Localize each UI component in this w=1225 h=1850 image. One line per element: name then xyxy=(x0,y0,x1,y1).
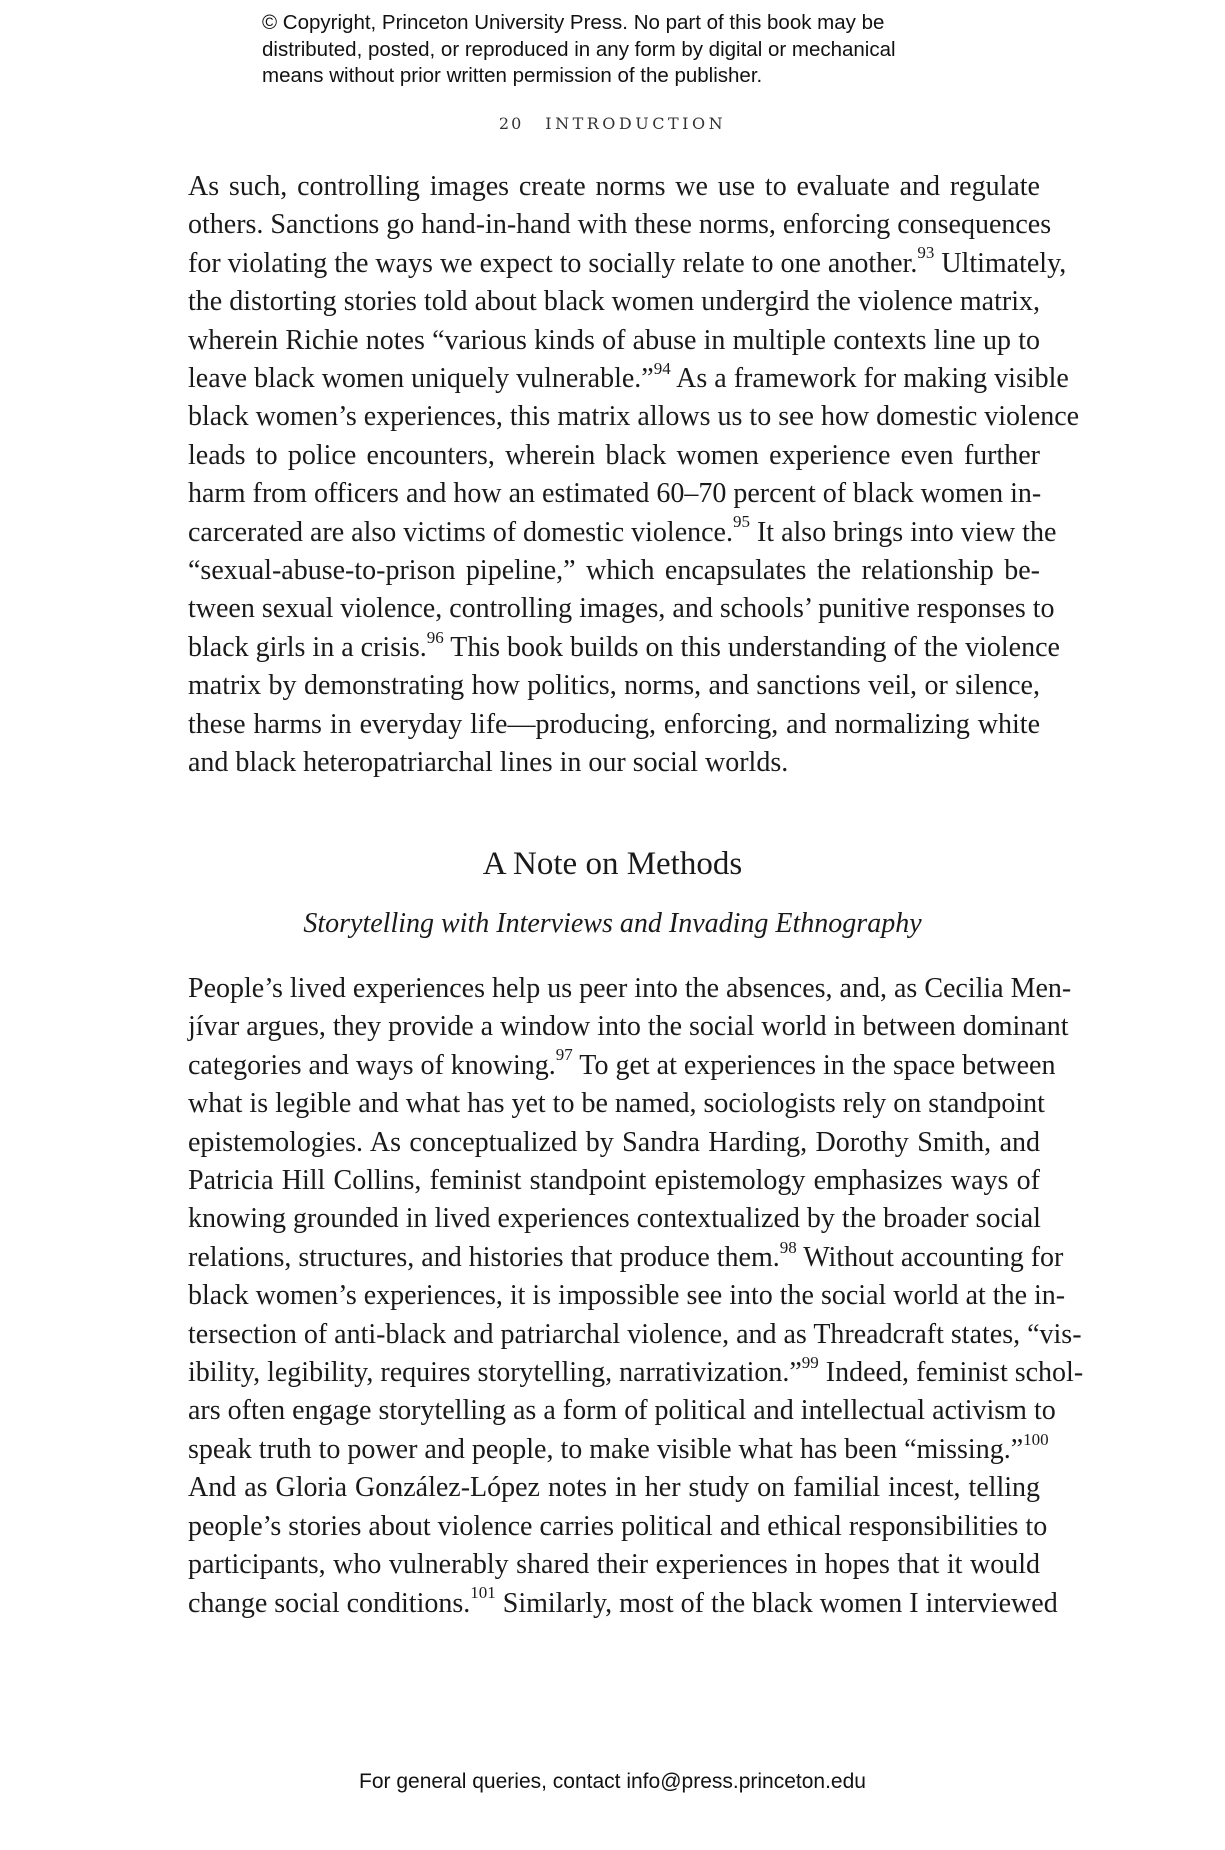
text-line xyxy=(188,512,1057,552)
text-run: speak truth to power and people, to make visible what has been “missing.” xyxy=(188,1433,1024,1465)
paragraph-1 xyxy=(188,168,1080,783)
text-run: Ultimately, xyxy=(934,247,1067,279)
text-line xyxy=(188,627,1060,667)
section-subtitle: Storytelling with Interviews and Invading Ethnography xyxy=(303,908,922,939)
text-run: Similarly, most of the black women I interviewed xyxy=(495,1587,1058,1619)
text-line: Patricia Hill Collins, feminist standpoint epistemology emphasizes ways of xyxy=(188,1165,1040,1197)
text-line: black women’s experiences, it is impossible see into the social world at the in- xyxy=(188,1280,1066,1312)
text-run: This book builds on this understanding of the violence xyxy=(443,631,1060,663)
text-line: knowing grounded in lived experiences contextualized by the broader social xyxy=(188,1203,1041,1235)
text-line xyxy=(188,1045,1056,1085)
text-line: matrix by demonstrating how politics, norms, and sanctions veil, or silence, xyxy=(188,670,1040,702)
text-run: It also brings into view the xyxy=(749,516,1057,548)
text-line: And as Gloria González-López notes in her study on familial incest, telling xyxy=(188,1472,1040,1504)
text-run: for violating the ways we expect to socially relate to one another. xyxy=(188,247,918,279)
text-line xyxy=(188,358,1069,398)
text-run: carcerated are also victims of domestic violence. xyxy=(188,516,733,548)
text-run: Without accounting for xyxy=(796,1241,1064,1273)
text-line xyxy=(188,243,1067,283)
footnote-ref: 101 xyxy=(470,1583,496,1603)
section-title: A Note on Methods xyxy=(482,846,743,882)
text-line: people’s stories about violence carries political and ethical responsibilities to xyxy=(188,1510,1048,1542)
text-line: the distorting stories told about black women undergird the violence matrix, xyxy=(188,286,1040,318)
footnote-ref: 94 xyxy=(653,358,671,378)
running-head-section: INTRODUCTION xyxy=(545,114,727,133)
text-line: tween sexual violence, controlling images, and schools’ punitive responses to xyxy=(188,593,1055,625)
text-line: ars often engage storytelling as a form of political and intellectual activism to xyxy=(188,1395,1056,1427)
text-line xyxy=(188,1429,1049,1469)
text-run: Indeed, feminist schol- xyxy=(818,1357,1084,1389)
text-line: these harms in everyday life—producing, enforcing, and normalizing white xyxy=(188,708,1040,740)
copyright-line: means without prior written permission of the publisher. xyxy=(262,64,763,87)
text-run: black girls in a crisis. xyxy=(188,631,427,663)
text-line: leads to police encounters, wherein black women experience even further xyxy=(188,439,1040,471)
text-line: participants, who vulnerably shared their experiences in hopes that it would xyxy=(188,1549,1040,1581)
footnote-ref: 96 xyxy=(426,627,444,647)
text-run: To get at experiences in the space between xyxy=(572,1049,1056,1081)
footnote-ref: 97 xyxy=(555,1045,573,1065)
text-line: what is legible and what has yet to be named, sociologists rely on standpoint xyxy=(188,1088,1045,1120)
page-number: 20 xyxy=(498,114,524,133)
text-line: tersection of anti-black and patriarchal violence, and as Threadcraft states, “vis- xyxy=(188,1318,1082,1350)
copyright-line: © Copyright, Princeton University Press. No part of this book may be xyxy=(262,11,885,34)
footnote-ref: 93 xyxy=(917,243,935,263)
footnote-ref: 98 xyxy=(779,1237,797,1257)
footnote-ref: 95 xyxy=(732,512,750,532)
text-line: “sexual-abuse-to-prison pipeline,” which encapsulates the relationship be- xyxy=(188,555,1040,587)
text-line: As such, controlling images create norms we use to evaluate and regulate xyxy=(188,171,1040,202)
copyright-notice xyxy=(262,10,1022,90)
text-run: relations, structures, and histories that produce them. xyxy=(188,1241,780,1273)
footnote-ref: 100 xyxy=(1023,1429,1049,1449)
text-line: People’s lived experiences help us peer into the absences, and, as Cecilia Men- xyxy=(188,973,1072,1004)
footnote-ref: 99 xyxy=(801,1352,819,1372)
running-head xyxy=(0,114,1225,133)
text-line xyxy=(188,1352,1084,1392)
copyright-line: distributed, posted, or reproduced in any form by digital or mechanical xyxy=(262,37,896,61)
text-line xyxy=(188,1583,1058,1623)
text-line: wherein Richie notes “various kinds of abuse in multiple contexts line up to xyxy=(188,324,1040,356)
text-line: jívar argues, they provide a window into the social world in between dominant xyxy=(188,1011,1069,1043)
text-run: categories and ways of knowing. xyxy=(188,1049,556,1081)
text-line: harm from officers and how an estimated 60–70 percent of black women in- xyxy=(188,478,1042,510)
footer-contact: For general queries, contact info@press.princeton.edu xyxy=(359,1770,866,1793)
text-line: black women’s experiences, this matrix allows us to see how domestic violence xyxy=(188,401,1080,433)
text-line: epistemologies. As conceptualized by Sandra Harding, Dorothy Smith, and xyxy=(188,1126,1040,1158)
paragraph-2 xyxy=(188,970,1084,1623)
text-run: leave black women uniquely vulnerable.” xyxy=(188,363,654,395)
text-line: others. Sanctions go hand-in-hand with these norms, enforcing consequences xyxy=(188,209,1052,241)
text-line xyxy=(188,1237,1064,1277)
text-line: and black heteropatriarchal lines in our social worlds. xyxy=(188,747,789,779)
text-run: ibility, legibility, requires storytelling, narrativization.” xyxy=(188,1357,802,1389)
text-run: As a framework for making visible xyxy=(670,363,1069,395)
text-run: change social conditions. xyxy=(188,1587,471,1619)
